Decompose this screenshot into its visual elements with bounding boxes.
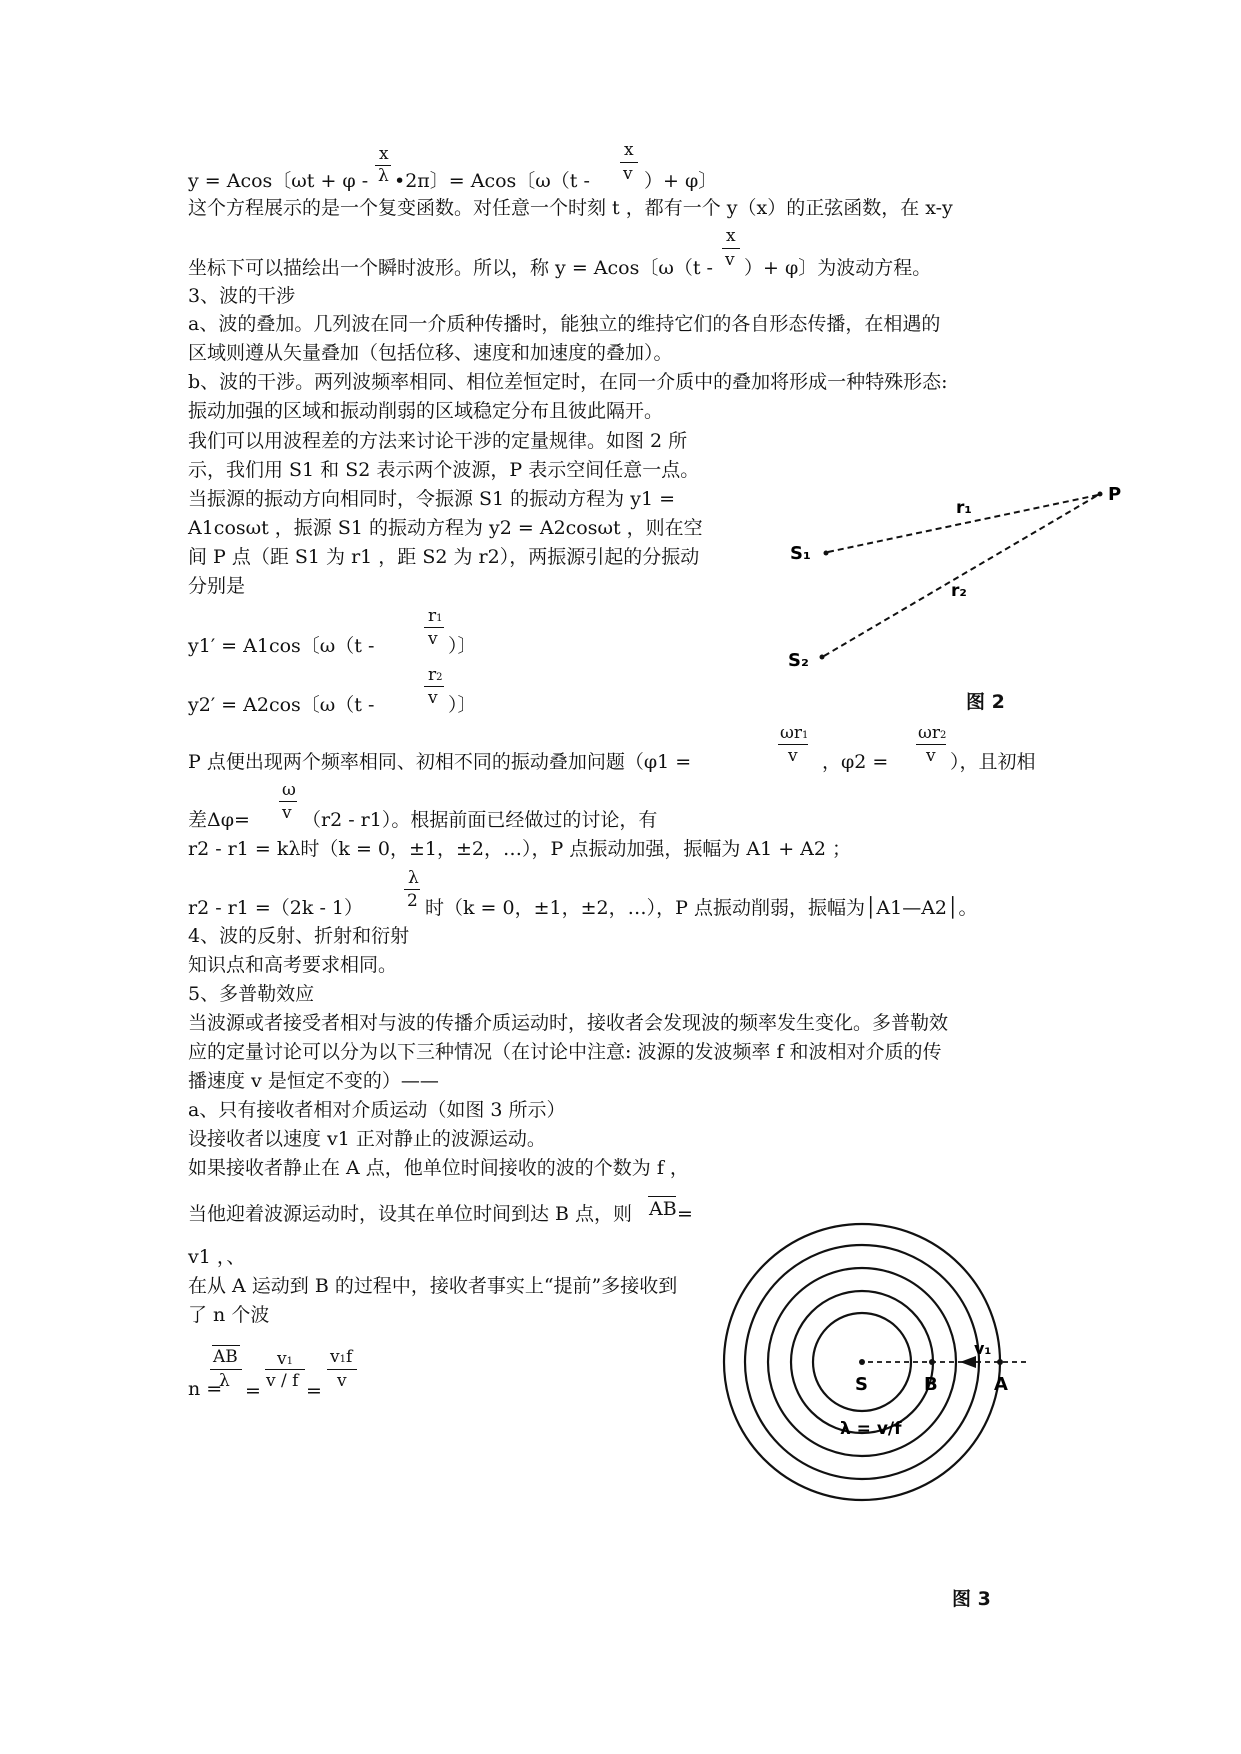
s3-c-line: A1cosωt ，振源 S1 的振动方程为 y2 = A2cosωt ，则在空 xyxy=(188,517,703,539)
n-eq-a: = xyxy=(245,1380,261,1402)
ab-overline xyxy=(648,1196,676,1197)
s5-a-heading: a、只有接收者相对介质运动（如图 3 所示） xyxy=(188,1099,566,1121)
cond2-bar xyxy=(404,889,420,890)
s5-a-line4: v1 ，、 xyxy=(188,1246,246,1268)
p1-frac-num: x xyxy=(726,226,736,246)
s3-a-line1: a、波的叠加。几列波在同一介质种传播时，能独立的维持它们的各自形态传播，在相遇的 xyxy=(188,313,941,335)
s5-line: 播速度 v 是恒定不变的）—— xyxy=(188,1070,439,1092)
n-f1-num: AB xyxy=(213,1347,238,1367)
pline-right: ），且初相 xyxy=(950,751,1036,773)
s5-a-line1: 设接收者以速度 v1 正对静止的波源运动。 xyxy=(188,1128,546,1150)
p1-frac-bar xyxy=(722,248,740,249)
cond2-den: 2 xyxy=(407,891,418,911)
s5-a-line5: 在从 A 运动到 B 的过程中，接收者事实上“提前”多接收到 xyxy=(188,1275,678,1297)
label-s2: S₂ xyxy=(788,650,809,671)
eq-y2-num xyxy=(428,667,443,684)
pline-f1-sub: 1 xyxy=(802,730,809,741)
section3-heading: 3、波的干涉 xyxy=(188,285,296,307)
dphi-left: 差Δφ= xyxy=(188,809,250,831)
dphi-den: v xyxy=(282,803,292,823)
point-p xyxy=(1098,492,1103,497)
cond1: r2 - r1 = kλ时（k = 0，±1，±2，…），P 点振动加强，振幅为 A1 + A2 ； xyxy=(188,838,852,860)
eq-y1-num-sub: 1 xyxy=(436,613,443,624)
s3-b-line1: b、波的干涉。两列波频率相同、相位差恒定时，在同一介质中的叠加将形成一种特殊形态: xyxy=(188,371,948,393)
s3-b-line2: 振动加强的区域和振动削弱的区域稳定分布且彼此隔开。 xyxy=(188,400,664,422)
s5-a-line6: 了 n 个波 xyxy=(188,1304,270,1326)
eq-y2-right: ）〕 xyxy=(448,694,477,716)
dphi-num: ω xyxy=(282,780,296,800)
s3-c-line: 分别是 xyxy=(188,575,246,597)
n-f3-bar xyxy=(327,1369,357,1370)
eq-y2-num-r: r xyxy=(428,665,437,685)
s3-c-line: 当振源的振动方向相同时，令振源 S1 的振动方程为 y1 = xyxy=(188,488,676,510)
cond2-right: 时（k = 0，±1，±2，…），P 点振动削弱，振幅为│A1—A2│。 xyxy=(425,897,978,919)
eq-y1-left: y1′ = A1cos〔ω（t - xyxy=(188,635,375,657)
eq1-left: y = Acos〔ωt + φ - xyxy=(188,170,369,192)
cond2-left: r2 - r1 =（2k - 1） xyxy=(188,897,363,919)
n-left: n = xyxy=(188,1378,223,1400)
pline-f2-den: v xyxy=(926,746,936,766)
point-a-dot xyxy=(997,1359,1003,1365)
p1-frac-den: v xyxy=(725,250,735,270)
figure-3-caption: 图 3 xyxy=(952,1588,991,1610)
n-f2-den: v / f xyxy=(266,1371,299,1391)
pline-f1-bar xyxy=(778,744,808,745)
source-s2 xyxy=(820,655,825,660)
n-f2-num-sub: 1 xyxy=(286,1356,293,1367)
figure-2-interference-diagram xyxy=(780,470,1200,720)
pline-f1-num-text: ωr xyxy=(780,723,802,743)
eq1-mid: •2π〕= Acos〔ω（t - xyxy=(394,170,590,192)
label-r1: r₁ xyxy=(956,498,972,518)
eq1-frac2-den: v xyxy=(623,164,633,184)
pline-f1-num xyxy=(780,725,808,742)
label-lambda: λ = v/f xyxy=(840,1419,902,1439)
s5-a-line2: 如果接收者静止在 A 点，他单位时间接收的波的个数为 f ， xyxy=(188,1157,689,1179)
n-f2-num-v: v xyxy=(277,1349,287,1369)
eq-y2-den: v xyxy=(428,688,438,708)
wave-equation xyxy=(188,172,368,191)
dphi-right: （r2 - r1）。根据前面已经做过的讨论，有 xyxy=(302,809,658,831)
s5-a-line3-left: 当他迎着波源运动时，设其在单位时间到达 B 点，则 xyxy=(188,1203,633,1225)
eq-y1-num-r: r xyxy=(428,606,437,626)
pline-mid: ，φ2 = xyxy=(822,751,889,773)
eq-y1-num xyxy=(428,608,443,625)
n-f3-num-v: v xyxy=(330,1347,340,1367)
s3-c-line: 间 P 点（距 S1 为 r1 ，距 S2 为 r2），两振源引起的分振动 xyxy=(188,546,700,568)
p1-line2-right: ）+ φ〕为波动方程。 xyxy=(744,257,932,279)
eq-y1-bar xyxy=(424,627,444,628)
source-s1 xyxy=(824,551,829,556)
section4-heading: 4、波的反射、折射和衍射 xyxy=(188,925,410,947)
section5-heading: 5、多普勒效应 xyxy=(188,983,315,1005)
eq-y1-right: ）〕 xyxy=(448,635,477,657)
n-f3-num xyxy=(330,1349,352,1366)
eq1-right: ）+ φ〕 xyxy=(644,170,718,192)
pline-f2-sub: 2 xyxy=(940,730,947,741)
label-b: B xyxy=(924,1374,938,1395)
s3-c-line: 示，我们用 S1 和 S2 表示两个波源，P 表示空间任意一点。 xyxy=(188,459,700,481)
eq1-frac1-den: λ xyxy=(378,166,389,186)
r2-dashed-line xyxy=(824,495,1098,656)
label-a: A xyxy=(994,1374,1008,1395)
s3-c-line: 我们可以用波程差的方法来讨论干涉的定量规律。如图 2 所 xyxy=(188,430,688,452)
pline-f2-num-text: ωr xyxy=(918,723,940,743)
pline-f2-num xyxy=(918,725,946,742)
n-eq-b: = xyxy=(306,1380,322,1402)
cond2-num: λ xyxy=(408,868,419,888)
figure-3-doppler-diagram xyxy=(700,1200,1060,1520)
n-f3-den: v xyxy=(337,1371,347,1391)
eq1-frac2-bar xyxy=(620,162,638,163)
s3-a-line2: 区域则遵从矢量叠加（包括位移、速度和加速度的叠加）。 xyxy=(188,342,673,364)
dphi-bar xyxy=(279,801,297,802)
pline-left: P 点便出现两个频率相同、初相不同的振动叠加问题（φ1 = xyxy=(188,751,692,773)
source-s-dot xyxy=(859,1359,865,1365)
s5-a-line3-right: = xyxy=(677,1203,693,1225)
n-f1-bar xyxy=(210,1369,242,1370)
pline-f1-den: v xyxy=(788,746,798,766)
p1-line1: 这个方程展示的是一个复变函数。对任意一个时刻 t ，都有一个 y（x）的正弦函数，在 x-y xyxy=(188,197,953,219)
eq-y1-den: v xyxy=(428,629,438,649)
s5-line: 应的定量讨论可以分为以下三种情况（在讨论中注意: 波源的发波频率 f 和波相对介质的传 xyxy=(188,1041,942,1063)
label-v1: v₁ xyxy=(974,1339,992,1358)
ab-label: AB xyxy=(649,1198,677,1220)
n-f3-num-f: f xyxy=(345,1347,353,1367)
eq-y2-left: y2′ = A2cos〔ω（t - xyxy=(188,694,375,716)
pline-f2-bar xyxy=(916,744,946,745)
n-f1-overline xyxy=(212,1345,240,1346)
s5-line: 当波源或者接受者相对与波的传播介质运动时，接收者会发现波的频率发生变化。多普勒效 xyxy=(188,1012,949,1034)
eq1-frac2-num: x xyxy=(624,140,634,160)
n-f2-bar xyxy=(265,1369,305,1370)
eq-y2-num-sub: 2 xyxy=(436,672,443,683)
n-f1-den: λ xyxy=(219,1371,230,1391)
label-s: S xyxy=(855,1374,868,1395)
n-f2-num xyxy=(277,1351,293,1368)
n-f3-num-sub: 1 xyxy=(339,1354,346,1365)
section4-text: 知识点和高考要求相同。 xyxy=(188,954,398,976)
label-p: P xyxy=(1108,484,1122,505)
figure-2-caption: 图 2 xyxy=(966,691,1005,713)
eq-y2-bar xyxy=(424,686,444,687)
point-b-dot xyxy=(929,1359,935,1365)
p1-line2-left: 坐标下可以描绘出一个瞬时波形。所以，称 y = Acos〔ω（t - xyxy=(188,257,713,279)
label-r2: r₂ xyxy=(951,581,967,601)
label-s1: S₁ xyxy=(790,543,811,564)
eq1-frac1-num: x xyxy=(379,144,389,164)
